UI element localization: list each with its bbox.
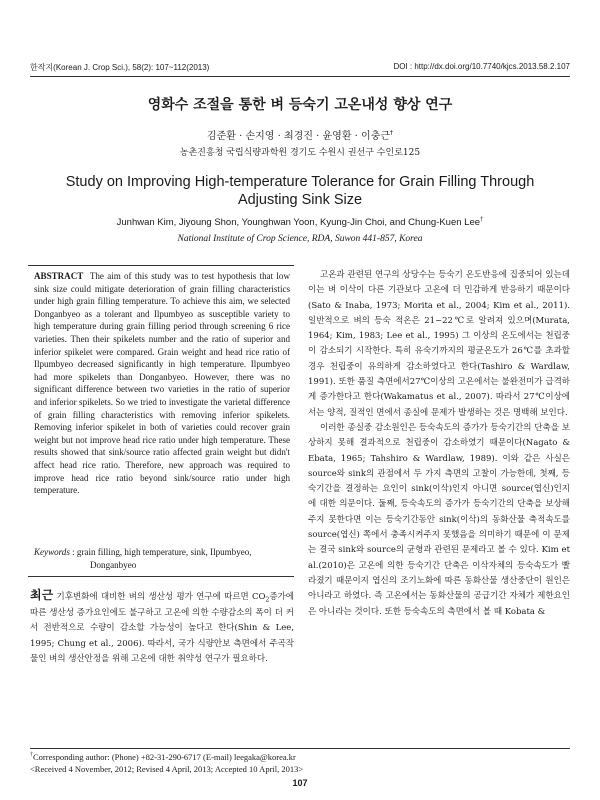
abstract-body (34, 270, 290, 497)
co2-subscript: 2 (265, 596, 270, 604)
abstract-box (28, 265, 294, 577)
korean-title: 영화수 조절을 통한 벼 등숙기 고온내성 향상 연구 (147, 97, 453, 113)
english-corresponding-mark: † (480, 216, 484, 223)
running-header (30, 60, 570, 77)
page-number: 107 (292, 778, 308, 788)
journal-citation: 한작지(Korean J. Crop Sci.), 58(2): 107~112(2013) (30, 63, 210, 72)
english-affiliation: National Institute of Crop Science, RDA, Suwon 441-857, Korea (177, 234, 423, 244)
keywords-label: Keywords (34, 547, 70, 557)
right-column (308, 268, 570, 738)
received-dates: <Received 4 November, 2012; Revised 4 April, 2013; Accepted 10 April, 2013> (30, 763, 304, 774)
abstract-label: ABSTRACT (34, 271, 84, 281)
intro-text-a: 기후변화에 대비한 벼의 생산성 평가 연구에 따르면 CO (53, 592, 266, 602)
intro-heading-word: 최근 (30, 588, 54, 602)
footnote (30, 748, 570, 775)
english-authors (0, 217, 600, 228)
english-title-line-1: Study on Improving High-temperature Tolerance for Grain Filling Through (65, 174, 535, 190)
corresponding-author (30, 752, 570, 764)
keywords-line-2: Donganbyeo (90, 559, 137, 570)
english-title (40, 173, 560, 209)
right-paragraph-2: 이러한 종실중 감소원인은 등숙속도의 증가가 등숙기간의 단축을 보상하지 못해 결과적으로 천립중이 감소하였기 때문이다(Nagato & Ebata, 1965; Tahshiro & Wardlaw, 1989). 이와 같은 사실은 source와 sink의 관점에서 두 가지 측면의 고찰이 가능한데, 첫째, 등숙기간을 결정하는 요인이 sink(이삭)인지 아니면 source(엽신)인지에 대한 의문이다. 둘째, 등숙속도의 증가가 등숙기간의 단축을 보상해주지 못한다면 이는 등숙기간동안 sink(이삭)의 동화산물 축적속도를 source(엽신) 쪽에서 충족시켜주지 못했음을 의미하기 때문에 이 문제는 결국 sink와 source의 균형과 관련된 문제라고 볼 수 있다. Kim et al.(2010)은 고온에 의한 등숙기간 단축은 이삭자체의 등숙속도가 빨라졌기 때문이지 엽신의 조기노화에 따른 동화산물 생산중단이 원인은 아니라고 하였다. 즉 고온에서는 동화산물의 공급기간 자체가 제한요인은 아니라는 것이다. 또한 등숙속도의 측면에서 볼 때 Kobata & (308, 422, 570, 617)
korean-author-names: 김준환 · 손지영 · 최경진 · 윤영환 · 이충근 (206, 131, 391, 142)
korean-authors (0, 127, 600, 142)
korean-affiliation: 농촌진흥청 국립식량과학원 경기도 수원시 권선구 수인로125 (179, 148, 421, 158)
doi-link[interactable]: DOI : http://dx.doi.org/10.7740/kjcs.2013.58.2.107 (393, 62, 570, 71)
footnote-mark: † (30, 752, 33, 759)
keywords-line-1: : grain filling, high temperature, sink, Ilpumbyeo, (72, 547, 252, 557)
right-column-body (308, 268, 570, 738)
introduction-left-column (30, 588, 294, 668)
corresponding-author-text: Corresponding author: (Phone) +82-31-290-6717 (E-mail) leegaka@korea.kr (33, 752, 296, 762)
keywords (34, 546, 290, 571)
corresponding-mark: † (390, 129, 394, 137)
english-title-line-2: Adjusting Sink Size (237, 192, 363, 208)
english-author-names: Junhwan Kim, Jiyoung Shon, Younghwan Yoon, Kyung-Jin Choi, and Chung-Kuen Lee (116, 217, 481, 228)
intro-text-b: 증가에 따른 생산성 증가요인에도 불구하고 고온에 의한 수량감소의 폭이 더 커서 전반적으로 수량이 감소할 가능성이 높다고 한다(Shin & Lee, 1995; Chung et al., 2006). 따라서, 국가 식량안보 측면에서 주곡작물인 벼의 생산안정을 위해 고온에 대한 취약성 연구가 필요하다. (30, 592, 294, 665)
abstract-text: The aim of this study was to test hypothesis that low sink size could mitigate deterioration of grain filling characteristics under high grain filling temperature. To achieve this aim, we selected Donganbyeo as a tolerant and Ilpumbyeo as susceptible variety to high temperature during grain filling period through screening 6 rice varieties. Then their spikelets number and the ratio of superior and inferior spikelet were compared. Grain weight and head rice ratio of Ilpumbyeo decreased significantly in high temperature. Ilpumbyeo had more spikelets than Donganbyeo. However, there was no significant difference between two varieties in the ratio of superior and inferior spikelets. So we tried to investigate the varietal difference of grain filling characteristics with removing inferior spikelets. Removing inferior spikelet in both of varieties could recover grain weight but not improve head rice ratio under high temperature. These results showed that sink/source ratio affected grain weight but didn't affect head rice ratio. Therefore, new approach was required to improve head rice ratio beyond sink/source ratio under high temperature. (34, 271, 290, 496)
right-paragraph-1: 고온과 관련된 연구의 상당수는 등숙기 온도반응에 집중되어 있는데 이는 벼 이삭이 다른 기관보다 고온에 더 민감하게 반응하기 때문이다(Sato & Inaba, 1973; Morita et al., 2004; Kim et al., 2011). 일반적으로 벼의 등숙 적온은 21~22℃로 알려져 있으며(Murata, 1964; Kim, 1983; Lee et al., 1995) 그 이상의 온도에서는 천립중이 감소되기 시작한다. 특히 유숙기까지의 평균온도가 26℃를 초과할 경우 천립중이 유의하게 감소하였다고 한다(Tashiro & Wardlaw, 1991). 또한 품질 측면에서27℃이상의 고온에서는 불완전미가 급격하게 증가한다고 한다(Wakamatus et al., 2007). 따라서 27℃이상에서는 양적, 질적인 면에서 종실에 문제가 발생하는 것은 명백해 보인다. (308, 270, 570, 418)
